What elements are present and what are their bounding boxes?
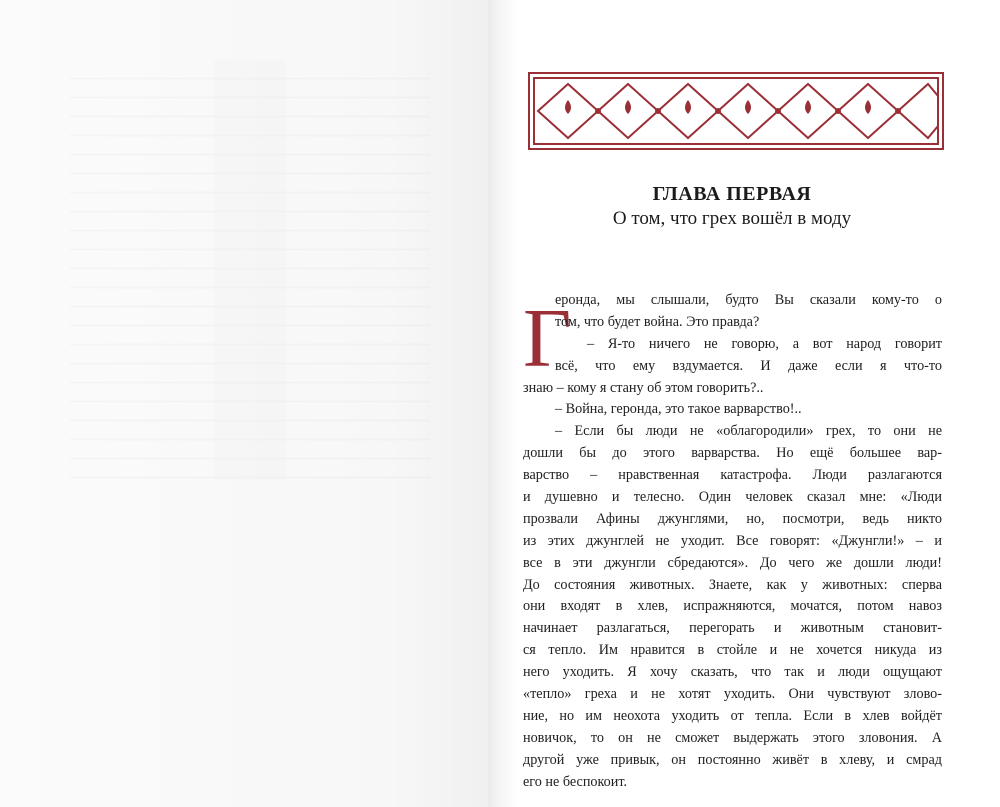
- right-page: [518, 0, 1000, 807]
- chapter-subtitle: О том, что грех вошёл в моду: [612, 208, 852, 229]
- text-line-7: – Если бы люди не «облагородили» грех, то они не: [555, 423, 942, 440]
- dropcap-glyph: Г: [523, 292, 572, 385]
- text-line-22: другой уже привык, он постоянно живёт в хлеву, и смрад: [523, 751, 942, 768]
- text-line-20: ние, но им неохота уходить от тепла. Если в хлев войдёт: [523, 707, 942, 724]
- text-line-3: – Я-то ничего не говорю, а вот народ говорит: [587, 335, 942, 352]
- chapter-title: ГЛАВА ПЕРВАЯ: [652, 183, 812, 205]
- left-page: [0, 0, 490, 807]
- text-line-9: варство – нравственная катастрофа. Люди разлагаются: [523, 467, 942, 484]
- text-line-1: еронда, мы слышали, будто Вы сказали кому-то о: [555, 292, 942, 308]
- ornamental-border: [528, 72, 944, 150]
- book-gutter: [488, 0, 518, 807]
- text-line-18: него уходить. Я хочу сказать, что так и люди ощущают: [523, 664, 942, 681]
- text-line-19: «тепло» греха и не хотят уходить. Они чувствуют злово-: [523, 686, 942, 703]
- text-line-10: и душевно и телесно. Один человек сказал мне: «Люди: [523, 489, 942, 506]
- body-text: [523, 290, 942, 793]
- text-line-21: новичок, то он не сможет выдержать этого зловония. А: [523, 729, 942, 746]
- text-line-17: ся тепло. Им нравится в стойле и не хочется никуда из: [523, 642, 942, 659]
- text-line-2: том, что будет война. Это правда?: [555, 313, 760, 330]
- text-line-16: начинает разлагаться, перегорать и животным становит-: [523, 620, 942, 637]
- text-line-23: его не беспокоит.: [523, 773, 628, 790]
- text-line-4: всё, что ему вздумается. И даже если я что-то: [555, 357, 942, 374]
- text-line-5: знаю – кому я стану об этом говорить?..: [523, 379, 764, 396]
- text-line-15: они входят в хлев, испражняются, мочатся, потом навоз: [523, 598, 942, 615]
- text-line-12: из этих джунглей не уходит. Все говорят: «Джунгли!» – и: [523, 532, 942, 549]
- text-line-8: дошли бы до этого варварства. Но ещё большее вар-: [523, 445, 942, 462]
- text-line-13: все в эти джунгли сбредаются». До чего же дошли люди!: [523, 554, 942, 571]
- text-line-14: До состояния животных. Знаете, как у животных: сперва: [523, 576, 942, 593]
- text-line-6: – Война, геронда, это такое варварство!..: [555, 401, 802, 418]
- bleed-through-text: [70, 60, 430, 480]
- text-line-11: прозвали Афины джунглями, но, посмотри, ведь никто: [523, 510, 942, 527]
